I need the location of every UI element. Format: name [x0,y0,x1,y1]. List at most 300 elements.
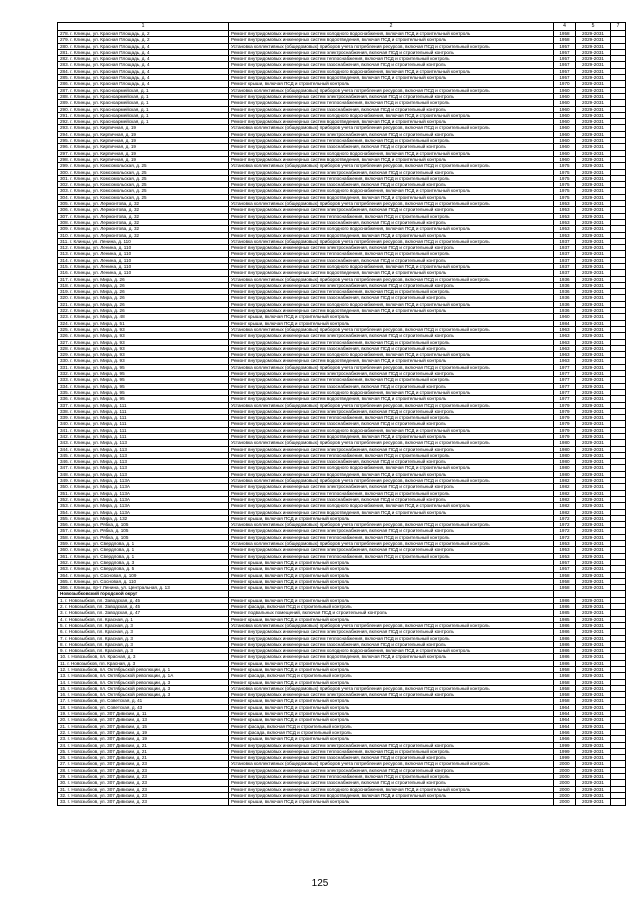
address-cell: 310. г. Клинцы, ул. Лермонтова, д. 32 [58,232,229,238]
year-cell: 1979 [554,434,576,440]
year-cell: 1975 [554,175,576,181]
address-cell: 33. г. Новозыбков, ул. 307 Дивизии, д. 23 [58,799,229,805]
year-cell: 1999 [554,742,576,748]
year-cell: 1999 [554,755,576,761]
year-cell: 2000 [554,761,576,767]
period-cell: 2029-2031 [576,219,611,225]
address-cell: 17. г. Новозыбков, ул. Советская, д. 41 [58,698,229,704]
work-type-cell: Ремонт внутридомовых инженерных систем холодного водоснабжения, включая ПСД и строительный контроль [229,226,554,232]
period-cell: 2029-2031 [576,87,611,93]
year-cell: 1936 [554,276,576,282]
work-type-cell: Ремонт крыши, включая ПСД и строительный контроль [229,585,554,591]
work-type-cell: Ремонт внутридомовых инженерных систем водоотведения, включая ПСД и строительный контроль [229,434,554,440]
work-type-cell: Ремонт крыши, включая ПСД и строительный контроль [229,660,554,666]
work-type-cell: Ремонт внутридомовых инженерных систем теплоснабжения, включая ПСД и строительный контроль [229,377,554,383]
period-cell: 2029-2031 [576,81,611,87]
work-type-cell: Ремонт внутридомовых инженерных систем газоснабжения, включая ПСД и строительный контроль [229,755,554,761]
address-cell: 334. г. Клинцы, ул. Мира, д. 95 [58,383,229,389]
period-cell: 2029-2031 [576,383,611,389]
work-type-cell: Ремонт внутридомовых инженерных систем теплоснабжения, включая ПСД и строительный контроль [229,553,554,559]
work-type-cell: Ремонт внутридомовых инженерных систем теплоснабжения, включая ПСД и строительный контроль [229,56,554,62]
year-cell: 1977 [554,377,576,383]
address-cell: 347. г. Клинцы, ул. Мира, д. 113 [58,465,229,471]
address-cell: 364. г. Клинцы, ул. Сосновая, д. 109 [58,572,229,578]
address-cell: 284. г. Клинцы, ул. Красная Площадь, д. 4 [58,68,229,74]
period-cell: 2029-2031 [576,106,611,112]
year-cell: 1975 [554,182,576,188]
work-type-cell: Ремонт внутридомовых инженерных систем теплоснабжения, включая ПСД и строительный контроль [229,289,554,295]
year-cell: 1964 [554,717,576,723]
year-cell: 1960 [554,87,576,93]
period-cell: 2029-2031 [576,213,611,219]
year-cell: 1979 [554,427,576,433]
year-cell: 1936 [554,301,576,307]
work-type-cell: Ремонт внутридомовых инженерных систем холодного водоснабжения, включая ПСД и строительный контроль [229,68,554,74]
year-cell: 1937 [554,263,576,269]
period-cell: 2029-2031 [576,792,611,798]
year-cell: 1986 [554,597,576,603]
year-cell: 1986 [554,660,576,666]
period-cell: 2029-2031 [576,358,611,364]
period-cell: 2029-2031 [576,698,611,704]
year-cell: 1975 [554,163,576,169]
work-type-cell: Ремонт внутридомовых инженерных систем водоотведения, включая ПСД и строительный контроль [229,654,554,660]
period-cell: 2029-2031 [576,755,611,761]
period-cell: 2029-2031 [576,616,611,622]
period-cell: 2029-2031 [576,56,611,62]
year-cell: 1979 [554,415,576,421]
year-cell: 1957 [554,68,576,74]
work-type-cell: Установка коллективных (общедомовых) приборов учета потребления ресурсов, включая ПСД и строительный контроль [229,761,554,767]
period-cell: 2029-2031 [576,660,611,666]
period-cell: 2029-2031 [576,767,611,773]
period-cell: 2029-2031 [576,622,611,628]
work-type-cell: Ремонт внутридомовых инженерных систем электроснабжения, включая ПСД и строительный контроль [229,282,554,288]
year-cell: 1960 [554,100,576,106]
period-cell: 2029-2031 [576,711,611,717]
year-cell: 1977 [554,383,576,389]
work-type-cell: Ремонт внутридомовых инженерных систем холодного водоснабжения, включая ПСД и строительный контроль [229,648,554,654]
address-cell: 337. г. Клинцы, ул. Мира, д. 111 [58,402,229,408]
period-cell: 2029-2031 [576,742,611,748]
year-cell: 1958 [554,679,576,685]
work-type-cell: Установка коллективных (общедомовых) приборов учета потребления ресурсов, включая ПСД и строительный контроль [229,276,554,282]
address-cell: 280. г. Клинцы, ул. Красная Площадь, д. 4 [58,43,229,49]
year-cell: 1960 [554,106,576,112]
work-type-cell: Ремонт внутридомовых инженерных систем холодного водоснабжения, включая ПСД и строительный контроль [229,112,554,118]
work-type-cell: Установка коллективных (общедомовых) приборов учета потребления ресурсов, включая ПСД и строительный контроль [229,440,554,446]
year-cell: 1958 [554,685,576,691]
period-cell: 2029-2031 [576,314,611,320]
work-type-cell: Ремонт внутридомовых инженерных систем теплоснабжения, включая ПСД и строительный контроль [229,635,554,641]
year-cell: 2000 [554,792,576,798]
address-cell: 24. г. Новозыбков, ул. 307 Дивизии, д. 21 [58,742,229,748]
address-cell: 6. г. Новозыбков, пл. Красная, д. 3 [58,629,229,635]
period-cell: 2029-2031 [576,345,611,351]
year-cell: 2000 [554,786,576,792]
address-cell: Новозыбковский городской округ [58,591,229,597]
period-cell: 2029-2031 [576,402,611,408]
address-cell: 14. г. Новозыбков, пл. Октябрьской революции, д. 3 [58,679,229,685]
year-cell: 1957 [554,49,576,55]
year-cell: 1963 [554,358,576,364]
year-cell: 1958 [554,666,576,672]
work-type-cell: Ремонт крыши, включая ПСД и строительный контроль [229,698,554,704]
address-cell: 26. г. Новозыбков, ул. 307 Дивизии, д. 21 [58,755,229,761]
address-cell: 15. г. Новозыбков, пл. Октябрьской революции, д. 3 [58,685,229,691]
work-type-cell: Ремонт внутридомовых инженерных систем холодного водоснабжения, включая ПСД и строительный контроль [229,465,554,471]
period-cell: 2029-2031 [576,282,611,288]
address-cell: 336. г. Клинцы, ул. Мира, д. 95 [58,396,229,402]
address-cell: 331. г. Клинцы, ул. Мира, д. 95 [58,364,229,370]
address-cell: 314. г. Клинцы, ул. Ленина, д. 110 [58,257,229,263]
period-cell: 2029-2031 [576,125,611,131]
work-type-cell: Установка коллективных (общедомовых) приборов учета потребления ресурсов, включая ПСД и строительный контроль [229,43,554,49]
address-cell: 23. г. Новозыбков, ул. 307 Дивизии, д. 19 [58,736,229,742]
address-cell: 343. г. Клинцы, ул. Мира, д. 113 [58,440,229,446]
address-cell: 365. г. Клинцы, ул. Сосновая, д. 110 [58,578,229,584]
year-cell: 2000 [554,780,576,786]
period-cell: 2029-2031 [576,440,611,446]
address-cell: 309. г. Клинцы, ул. Лермонтова, д. 32 [58,226,229,232]
work-type-cell: Ремонт внутридомовых инженерных систем теплоснабжения, включая ПСД и строительный контроль [229,339,554,345]
period-cell: 2029-2031 [576,169,611,175]
address-cell: 8. г. Новозыбков, пл. Красная, д. 3 [58,641,229,647]
work-type-cell: Ремонт крыши, включая ПСД и строительный контроль [229,616,554,622]
address-cell: 297. г. Клинцы, ул. Кирпичная, д. 19 [58,150,229,156]
address-cell: 339. г. Клинцы, ул. Мира, д. 111 [58,415,229,421]
year-cell: 1963 [554,345,576,351]
period-cell: 2029-2031 [576,515,611,521]
period-cell: 2029-2031 [576,396,611,402]
address-cell: 283. г. Клинцы, ул. Красная Площадь, д. 4 [58,62,229,68]
year-cell: 1982 [554,484,576,490]
period-cell: 2029-2031 [576,503,611,509]
work-type-cell: Установка коллективных (общедомовых) приборов учета потребления ресурсов, включая ПСД и строительный контроль [229,87,554,93]
year-cell: 1964 [554,723,576,729]
work-type-cell: Ремонт внутридомовых инженерных систем газоснабжения, включая ПСД и строительный контроль [229,219,554,225]
period-cell: 2029-2031 [576,238,611,244]
work-type-cell: Ремонт внутридомовых инженерных систем водоотведения, включая ПСД и строительный контроль [229,156,554,162]
period-cell: 2029-2031 [576,566,611,572]
period-cell: 2029-2031 [576,478,611,484]
period-cell: 2029-2031 [576,150,611,156]
address-cell: 315. г. Клинцы, ул. Ленина, д. 110 [58,263,229,269]
work-type-cell: Ремонт крыши, включая ПСД и строительный контроль [229,559,554,565]
year-cell: 1957 [554,566,576,572]
address-cell: 10. г. Новозыбков, пл. Красная, д. 3 [58,654,229,660]
year-cell: 1984 [554,320,576,326]
year-cell: 1964 [554,704,576,710]
period-cell: 2029-2031 [576,62,611,68]
address-cell: 1. г. Новозыбков, пл. Заводская, д. 45 [58,597,229,603]
year-cell: 1982 [554,478,576,484]
address-cell: 342. г. Клинцы, ул. Мира, д. 111 [58,434,229,440]
period-cell: 2029-2031 [576,421,611,427]
period-cell: 2029-2031 [576,326,611,332]
year-cell: 1953 [554,547,576,553]
work-type-cell: Ремонт внутридомовых инженерных систем электроснабжения, включая ПСД и строительный контроль [229,446,554,452]
work-type-cell: Ремонт внутридомовых инженерных систем газоснабжения, включая ПСД и строительный контроль [229,641,554,647]
period-cell: 2029-2031 [576,289,611,295]
period-cell: 2029-2031 [576,226,611,232]
period-cell: 2029-2031 [576,446,611,452]
address-cell: 355. г. Клинцы, ул. Мира, д. 132 [58,515,229,521]
work-type-cell: Ремонт крыши, включая ПСД и строительный контроль [229,666,554,672]
address-cell: 19. г. Новозыбков, ул. 307 Дивизии, д. 11 [58,711,229,717]
address-cell: 316. г. Клинцы, ул. Ленина, д. 110 [58,270,229,276]
address-cell: 319. г. Клинцы, ул. Мира, д. 26 [58,289,229,295]
period-cell: 2029-2031 [576,320,611,326]
address-cell: 28. г. Новозыбков, ул. 307 Дивизии, д. 23 [58,767,229,773]
work-type-cell: Ремонт крыши, включая ПСД и строительный контроль [229,320,554,326]
work-type-cell: Ремонт внутридомовых инженерных систем электроснабжения, включая ПСД и строительный контроль [229,528,554,534]
work-type-cell: Ремонт внутридомовых инженерных систем газоснабжения, включая ПСД и строительный контроль [229,459,554,465]
period-cell: 2029-2031 [576,156,611,162]
address-cell: 311. г. Клинцы, ул. Ленина, д. 110 [58,238,229,244]
address-cell: 31. г. Новозыбков, ул. 307 Дивизии, д. 23 [58,786,229,792]
address-cell: 294. г. Клинцы, ул. Кирпичная, д. 19 [58,131,229,137]
address-cell: 281. г. Клинцы, ул. Красная Площадь, д. 4 [58,49,229,55]
year-cell: 1979 [554,421,576,427]
work-type-cell: Ремонт внутридомовых инженерных систем теплоснабжения, включая ПСД и строительный контроль [229,415,554,421]
address-cell: 320. г. Клинцы, ул. Мира, д. 26 [58,295,229,301]
work-type-cell: Ремонт внутридомовых инженерных систем электроснабжения, включая ПСД и строительный контроль [229,742,554,748]
period-cell: 2029-2031 [576,37,611,43]
work-type-cell: Ремонт внутридомовых инженерных систем теплоснабжения, включая ПСД и строительный контроль [229,774,554,780]
year-cell: 1960 [554,112,576,118]
work-type-cell: Ремонт внутридомовых инженерных систем холодного водоснабжения, включая ПСД и строительный контроль [229,301,554,307]
period-cell: 2029-2031 [576,748,611,754]
period-cell: 2029-2031 [576,553,611,559]
work-type-cell: Ремонт внутридомовых инженерных систем электроснабжения, включая ПСД и строительный контроль [229,408,554,414]
period-cell: 2029-2031 [576,654,611,660]
year-cell: 1953 [554,232,576,238]
period-cell: 2029-2031 [576,389,611,395]
work-type-cell: Ремонт внутридомовых инженерных систем теплоснабжения, включая ПСД и строительный контроль [229,748,554,754]
year-cell: 1957 [554,56,576,62]
work-type-cell: Ремонт внутридомовых инженерных систем электроснабжения, включая ПСД и строительный контроль [229,49,554,55]
work-type-cell: Ремонт внутридомовых инженерных систем водоотведения, включая ПСД и строительный контроль [229,75,554,81]
period-cell: 2029-2031 [576,75,611,81]
address-cell: 12. г. Новозыбков, пл. Октябрьской революции, д. 1 [58,666,229,672]
period-cell: 2029-2031 [576,610,611,616]
period-cell: 2029-2031 [576,780,611,786]
address-cell: 352. г. Клинцы, ул. Мира, д. 113А [58,496,229,502]
year-cell: 1958 [554,572,576,578]
table-row [58,799,626,805]
address-cell: 2. г. Новозыбков, пл. Заводская, д. 45 [58,604,229,610]
address-cell: 293. г. Клинцы, ул. Кирпичная, д. 19 [58,125,229,131]
year-cell: 1975 [554,169,576,175]
period-cell: 2029-2031 [576,352,611,358]
period-cell: 2029-2031 [576,207,611,213]
year-cell: 1960 [554,131,576,137]
work-type-cell: Ремонт крыши, включая ПСД и строительный контроль [229,314,554,320]
period-cell: 2029-2031 [576,692,611,698]
work-type-cell: Ремонт внутридомовых инженерных систем газоснабжения, включая ПСД и строительный контроль [229,345,554,351]
work-type-cell: Ремонт внутридомовых инженерных систем холодного водоснабжения, включая ПСД и строительный контроль [229,503,554,509]
year-cell: 1972 [554,515,576,521]
period-cell: 2029-2031 [576,452,611,458]
work-type-cell: Ремонт крыши, включая ПСД и строительный контроль [229,566,554,572]
work-type-cell: Ремонт фасада, включая ПСД и строительный контроль [229,604,554,610]
address-cell: 344. г. Клинцы, ул. Мира, д. 113 [58,446,229,452]
work-type-cell: Установка коллективных (общедомовых) приборов учета потребления ресурсов, включая ПСД и строительный контроль [229,163,554,169]
address-cell: 301. г. Клинцы, ул. Комсомольская, д. 25 [58,175,229,181]
period-cell: 2029-2031 [576,471,611,477]
work-type-cell: Ремонт крыши, включая ПСД и строительный контроль [229,81,554,87]
work-type-cell: Ремонт крыши, включая ПСД и строительный контроль [229,572,554,578]
work-type-cell: Установка коллективных (общедомовых) приборов учета потребления ресурсов, включая ПСД и строительный контроль [229,326,554,332]
work-type-cell: Ремонт внутридомовых инженерных систем водоотведения, включая ПСД и строительный контроль [229,119,554,125]
period-cell: 2029-2031 [576,232,611,238]
address-cell: 292. г. Клинцы, ул. Красноармейская, д. 1 [58,119,229,125]
period-cell: 2029-2031 [576,100,611,106]
year-cell: 1979 [554,402,576,408]
work-type-cell: Установка коллективных (общедомовых) приборов учета потребления ресурсов, включая ПСД и строительный контроль [229,622,554,628]
work-type-cell: Ремонт внутридомовых инженерных систем газоснабжения, включая ПСД и строительный контроль [229,257,554,263]
period-cell: 2029-2031 [576,119,611,125]
period-cell: 2029-2031 [576,333,611,339]
year-cell: 1960 [554,125,576,131]
address-cell: 7. г. Новозыбков, пл. Красная, д. 3 [58,635,229,641]
address-cell: 360. г. Клинцы, ул. Свердлова, д. 1 [58,547,229,553]
address-cell: 330. г. Клинцы, ул. Мира, д. 93 [58,358,229,364]
work-type-cell: Установка коллективных (общедомовых) приборов учета потребления ресурсов, включая ПСД и строительный контроль [229,238,554,244]
year-cell: 1960 [554,138,576,144]
period-cell: 2029-2031 [576,371,611,377]
address-cell: 279. г. Клинцы, ул. Красная Площадь, д. 2 [58,37,229,43]
year-cell: 1982 [554,503,576,509]
address-cell: 4. г. Новозыбков, пл. Красная, д. 1 [58,616,229,622]
work-type-cell: Ремонт внутридомовых инженерных систем газоснабжения, включая ПСД и строительный контроль [229,383,554,389]
year-cell: 1972 [554,528,576,534]
year-cell: 1953 [554,541,576,547]
work-type-cell: Ремонт внутридомовых инженерных систем теплоснабжения, включая ПСД и строительный контроль [229,490,554,496]
address-cell: 299. г. Клинцы, ул. Комсомольская, д. 25 [58,163,229,169]
address-cell: 20. г. Новозыбков, ул. 307 Дивизии, д. 13 [58,717,229,723]
year-cell: 1960 [554,93,576,99]
work-type-cell: Ремонт внутридомовых инженерных систем водоотведения, включая ПСД и строительный контроль [229,270,554,276]
period-cell: 2029-2031 [576,717,611,723]
work-type-cell: Ремонт внутридомовых инженерных систем электроснабжения, включая ПСД и строительный контроль [229,207,554,213]
address-cell: 332. г. Клинцы, ул. Мира, д. 95 [58,371,229,377]
period-cell: 2029-2031 [576,578,611,584]
period-cell: 2029-2031 [576,541,611,547]
address-cell: 290. г. Клинцы, ул. Красноармейская, д. 1 [58,106,229,112]
period-cell: 2029-2031 [576,559,611,565]
work-type-cell: Ремонт внутридомовых инженерных систем электроснабжения, включая ПСД и строительный контроль [229,547,554,553]
year-cell: 1953 [554,226,576,232]
year-cell: 1953 [554,207,576,213]
address-cell: 358. г. Клинцы, ул. Рябка, д. 105 [58,534,229,540]
year-cell: 1960 [554,144,576,150]
address-cell: 338. г. Клинцы, ул. Мира, д. 111 [58,408,229,414]
year-cell: 1958 [554,585,576,591]
work-type-cell: Ремонт внутридомовых инженерных систем водоотведения, включая ПСД и строительный контроль [229,37,554,43]
work-type-cell: Ремонт внутридомовых инженерных систем теплоснабжения, включая ПСД и строительный контроль [229,213,554,219]
address-cell: 289. г. Клинцы, ул. Красноармейская, д. 1 [58,100,229,106]
period-cell: 2029-2031 [576,49,611,55]
year-cell: 1977 [554,396,576,402]
year-cell: 1982 [554,496,576,502]
year-cell: 1966 [554,729,576,735]
year-cell: 2000 [554,767,576,773]
year-cell: 1958 [554,37,576,43]
period-cell: 2029-2031 [576,648,611,654]
address-cell: 345. г. Клинцы, ул. Мира, д. 113 [58,452,229,458]
period-cell: 2029-2031 [576,377,611,383]
year-cell: 1972 [554,534,576,540]
year-cell: 1980 [554,459,576,465]
year-cell: 1977 [554,364,576,370]
year-cell: 1980 [554,452,576,458]
address-cell: 282. г. Клинцы, ул. Красная Площадь, д. 4 [58,56,229,62]
work-type-cell: Установка коллективных (общедомовых) приборов учета потребления ресурсов, включая ПСД и строительный контроль [229,125,554,131]
year-cell: 1980 [554,440,576,446]
period-cell: 2029-2031 [576,270,611,276]
address-cell: 30. г. Новозыбков, ул. 307 Дивизии, д. 23 [58,780,229,786]
work-type-cell: Ремонт фасада, включая ПСД и строительный контроль [229,723,554,729]
period-cell: 2029-2031 [576,112,611,118]
table-body [58,23,626,806]
work-type-cell: Ремонт подвальных помещений, включая ПСД и строительный контроль [229,610,554,616]
period-cell: 2029-2031 [576,93,611,99]
address-cell: 323. г. Клинцы, ул. Мира, д. 48 [58,314,229,320]
work-type-cell: Установка коллективных (общедомовых) приборов учета потребления ресурсов, включая ПСД и строительный контроль [229,201,554,207]
year-cell: 1953 [554,213,576,219]
address-cell: 325. г. Клинцы, ул. Мира, д. 93 [58,326,229,332]
address-cell: 321. г. Клинцы, ул. Мира, д. 26 [58,301,229,307]
address-cell: 291. г. Клинцы, ул. Красноармейская, д. 1 [58,112,229,118]
address-cell: 353. г. Клинцы, ул. Мира, д. 113А [58,503,229,509]
work-type-cell: Ремонт внутридомовых инженерных систем водоотведения, включая ПСД и строительный контроль [229,471,554,477]
page-number: 125 [311,878,329,889]
year-cell: 1985 [554,610,576,616]
work-type-cell: Ремонт фасада, включая ПСД и строительный контроль [229,729,554,735]
address-cell: 346. г. Клинцы, ул. Мира, д. 113 [58,459,229,465]
period-cell: 2029-2031 [576,673,611,679]
address-cell: 287. г. Клинцы, ул. Красноармейская, д. 1 [58,87,229,93]
period-cell: 2029-2031 [576,251,611,257]
work-type-cell: Ремонт внутридомовых инженерных систем холодного водоснабжения, включая ПСД и строительный контроль [229,786,554,792]
address-cell: 324. г. Клинцы, ул. Мира, д. 51 [58,320,229,326]
work-type-cell: Ремонт внутридомовых инженерных систем электроснабжения, включая ПСД и строительный контроль [229,692,554,698]
work-type-cell: Установка коллективных (общедомовых) приборов учета потребления ресурсов, включая ПСД и строительный контроль [229,541,554,547]
year-cell: 1975 [554,188,576,194]
work-type-cell: Ремонт внутридомовых инженерных систем теплоснабжения, включая ПСД и строительный контроль [229,452,554,458]
year-cell: 1986 [554,604,576,610]
year-cell: 1980 [554,446,576,452]
year-cell: 1937 [554,251,576,257]
period-cell: 2029-2031 [576,201,611,207]
year-cell: 1980 [554,465,576,471]
period-cell: 2029-2031 [576,364,611,370]
table-header-row [58,23,626,31]
year-cell: 1986 [554,629,576,635]
year-cell: 1937 [554,270,576,276]
period-cell: 2029-2031 [576,295,611,301]
address-cell: 302. г. Клинцы, ул. Комсомольская, д. 25 [58,182,229,188]
year-cell: 1986 [554,635,576,641]
year-cell: 1982 [554,490,576,496]
period-cell: 2029-2031 [576,194,611,200]
work-type-cell: Ремонт крыши, включая ПСД и строительный контроль [229,515,554,521]
period-cell: 2029-2031 [576,666,611,672]
work-type-cell: Ремонт внутридомовых инженерных систем водоотведения, включая ПСД и строительный контроль [229,358,554,364]
work-type-cell: Ремонт внутридомовых инженерных систем холодного водоснабжения, включая ПСД и строительный контроль [229,263,554,269]
